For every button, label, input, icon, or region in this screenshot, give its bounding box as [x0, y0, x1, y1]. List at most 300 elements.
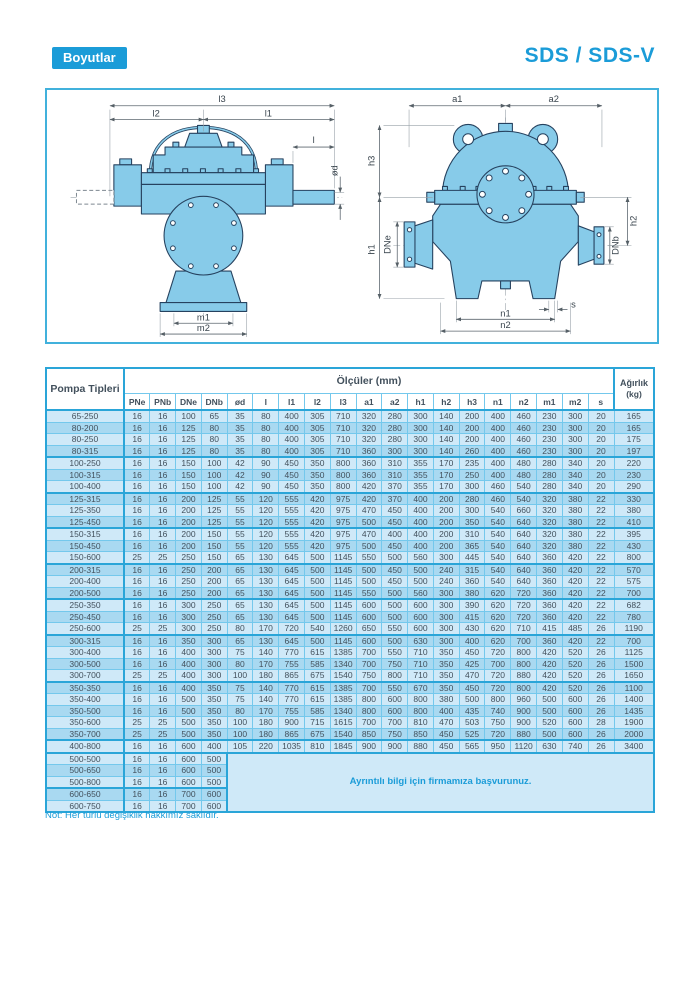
dim-cell: 500 — [537, 694, 563, 706]
dim-cell: 350 — [201, 717, 227, 729]
dim-cell: 125 — [176, 445, 202, 457]
dim-cell: 16 — [150, 788, 176, 800]
dim-cell: 700 — [176, 800, 202, 812]
dim-cell: 975 — [330, 540, 356, 552]
table-row — [46, 682, 654, 694]
dim-cell: 420 — [562, 576, 588, 588]
pump-type-cell: 80-250 — [46, 434, 124, 446]
dim-cell: 150 — [201, 528, 227, 540]
dim-cell: 16 — [150, 800, 176, 812]
dim-cell: 645 — [279, 635, 305, 647]
dim-cell: 140 — [433, 445, 459, 457]
dim-cell: 500 — [304, 587, 330, 599]
dim-cell: 55 — [227, 493, 253, 505]
dim-cell: 100 — [201, 457, 227, 469]
dim-cell: 1260 — [330, 623, 356, 635]
weight-cell: 1125 — [614, 647, 654, 659]
dim-cell: 300 — [433, 635, 459, 647]
dim-cell: 640 — [511, 540, 537, 552]
dim-cell: 500 — [382, 552, 408, 564]
dim-cell: 720 — [485, 670, 511, 682]
dim-cell: 350 — [304, 469, 330, 481]
dim-cell: 710 — [330, 434, 356, 446]
dim-cell: 120 — [253, 528, 279, 540]
dim-cell: 16 — [150, 540, 176, 552]
dim-cell: 360 — [537, 576, 563, 588]
dim-cell: 620 — [485, 599, 511, 611]
dim-cell: 540 — [485, 552, 511, 564]
dim-cell: 550 — [356, 587, 382, 599]
dim-cell: 710 — [408, 670, 434, 682]
dim-cell: 355 — [408, 457, 434, 469]
pump-type-cell: 80-315 — [46, 445, 124, 457]
dim-cell: 130 — [253, 611, 279, 623]
table-row — [46, 658, 654, 670]
dim-cell: 900 — [382, 740, 408, 753]
dim-cell: 350 — [201, 705, 227, 717]
table-row — [46, 505, 654, 517]
dim-cell: 600 — [562, 705, 588, 717]
dim-cell: 65 — [227, 611, 253, 623]
dim-cell: 25 — [150, 717, 176, 729]
dim-cell: 550 — [382, 647, 408, 659]
dim-cell: 300 — [433, 611, 459, 623]
dimensions-table-wrap — [45, 367, 655, 813]
weight-cell: 290 — [614, 481, 654, 493]
dim-cell: 525 — [459, 728, 485, 740]
dim-cell: 865 — [279, 670, 305, 682]
dim-cell: 900 — [356, 740, 382, 753]
dim-cell: 75 — [227, 694, 253, 706]
dim-cell: 500 — [356, 516, 382, 528]
weight-cell: 330 — [614, 493, 654, 505]
dim-cell: 280 — [382, 434, 408, 446]
dim-cell: 22 — [588, 611, 614, 623]
dim-cell: 670 — [408, 682, 434, 694]
dim-cell: 26 — [588, 694, 614, 706]
dim-cell: 150 — [201, 552, 227, 564]
dim-label-l2: l2 — [152, 108, 160, 119]
dim-cell: 200 — [201, 576, 227, 588]
dim-cell: 500 — [382, 635, 408, 647]
dim-cell: 16 — [124, 800, 150, 812]
dim-cell: 150 — [176, 481, 202, 493]
dim-cell: 450 — [382, 516, 408, 528]
dim-label-h2: h2 — [628, 215, 639, 227]
dim-cell: 450 — [279, 481, 305, 493]
dim-cell: 22 — [588, 528, 614, 540]
pump-type-cell: 600-750 — [46, 800, 124, 812]
dim-cell: 645 — [279, 587, 305, 599]
table-row — [46, 611, 654, 623]
dim-cell: 1145 — [330, 599, 356, 611]
dim-label-n2: n2 — [500, 320, 511, 331]
dim-cell: 65 — [227, 635, 253, 647]
dim-cell: 400 — [408, 516, 434, 528]
table-row — [46, 705, 654, 717]
dim-cell: 25 — [124, 728, 150, 740]
dim-cell: 170 — [433, 469, 459, 481]
dim-cell: 555 — [279, 516, 305, 528]
weight-cell: 1435 — [614, 705, 654, 717]
table-row — [46, 434, 654, 446]
dim-cell: 42 — [227, 481, 253, 493]
dim-cell: 700 — [176, 788, 202, 800]
dim-cell: 300 — [433, 587, 459, 599]
pump-type-cell: 150-600 — [46, 552, 124, 564]
table-row — [46, 623, 654, 635]
dim-cell: 25 — [124, 717, 150, 729]
dim-cell: 340 — [562, 481, 588, 493]
dim-cell: 1340 — [330, 658, 356, 670]
dim-label-dne: DNe — [382, 235, 393, 254]
notice-text: Ayrıntılı bilgi için firmamıza başvurunuz. — [227, 753, 654, 813]
dim-label-h1: h1 — [366, 244, 377, 255]
dim-cell: 710 — [330, 410, 356, 422]
dim-cell: 460 — [485, 493, 511, 505]
dim-cell: 1540 — [330, 670, 356, 682]
dim-cell: 16 — [150, 422, 176, 434]
dim-cell: 520 — [537, 717, 563, 729]
dim-cell: 250 — [176, 552, 202, 564]
dim-cell: 425 — [459, 658, 485, 670]
dim-cell: 220 — [253, 740, 279, 753]
dim-cell: 280 — [537, 457, 563, 469]
dim-cell: 26 — [588, 728, 614, 740]
dim-cell: 500 — [176, 694, 202, 706]
dim-label-l1: l1 — [264, 108, 273, 119]
dim-cell: 400 — [408, 540, 434, 552]
pump-type-cell: 350-500 — [46, 705, 124, 717]
dim-cell: 350 — [201, 694, 227, 706]
dim-cell: 1145 — [330, 611, 356, 623]
dim-cell: 710 — [330, 445, 356, 457]
dim-cell: 55 — [227, 505, 253, 517]
dim-cell: 800 — [511, 682, 537, 694]
dim-cell: 16 — [150, 505, 176, 517]
dim-cell: 80 — [253, 422, 279, 434]
pump-type-cell: 500-500 — [46, 753, 124, 765]
dim-cell: 280 — [537, 481, 563, 493]
dim-cell: 645 — [279, 564, 305, 576]
dim-cell: 450 — [433, 740, 459, 753]
dim-cell: 20 — [588, 434, 614, 446]
dim-cell: 80 — [253, 445, 279, 457]
dim-cell: 170 — [433, 481, 459, 493]
dim-cell: 305 — [304, 410, 330, 422]
dim-cell: 950 — [485, 740, 511, 753]
dim-cell: 100 — [227, 670, 253, 682]
dim-cell: 380 — [562, 505, 588, 517]
dim-cell: 750 — [382, 658, 408, 670]
dim-cell: 740 — [485, 705, 511, 717]
dim-cell: 130 — [253, 552, 279, 564]
product-title: SDS / SDS-V — [524, 44, 655, 67]
dim-cell: 350 — [433, 647, 459, 659]
dim-cell: 755 — [279, 658, 305, 670]
table-row — [46, 481, 654, 493]
dim-cell: 750 — [356, 670, 382, 682]
dim-cell: 645 — [279, 552, 305, 564]
dim-cell: 25 — [124, 552, 150, 564]
weight-cell: 2000 — [614, 728, 654, 740]
dim-cell: 200 — [433, 493, 459, 505]
dim-cell: 500 — [382, 587, 408, 599]
dim-cell: 420 — [562, 564, 588, 576]
dim-cell: 500 — [356, 540, 382, 552]
table-row — [46, 469, 654, 481]
dim-label-m2: m2 — [196, 323, 210, 334]
dim-cell: 26 — [588, 670, 614, 682]
dim-cell: 800 — [511, 658, 537, 670]
col-header-m2: m2 — [562, 394, 588, 411]
dim-label-od: ød — [329, 165, 340, 177]
dim-cell: 880 — [511, 670, 537, 682]
dim-cell: 22 — [588, 505, 614, 517]
dim-cell: 560 — [408, 587, 434, 599]
dim-cell: 16 — [124, 410, 150, 422]
dim-cell: 1145 — [330, 564, 356, 576]
dim-cell: 355 — [408, 469, 434, 481]
dim-cell: 710 — [330, 422, 356, 434]
dim-cell: 600 — [382, 705, 408, 717]
dim-cell: 550 — [382, 682, 408, 694]
weight-cell: 682 — [614, 599, 654, 611]
dim-cell: 120 — [253, 540, 279, 552]
dim-cell: 320 — [537, 540, 563, 552]
dim-cell: 400 — [408, 528, 434, 540]
dim-cell: 300 — [433, 552, 459, 564]
dim-cell: 90 — [253, 457, 279, 469]
dim-cell: 640 — [511, 552, 537, 564]
dim-cell: 16 — [150, 776, 176, 788]
dim-cell: 540 — [485, 576, 511, 588]
col-header-l: l — [253, 394, 279, 411]
dim-cell: 22 — [588, 599, 614, 611]
dim-cell: 35 — [227, 410, 253, 422]
table-row — [46, 670, 654, 682]
dim-cell: 20 — [588, 445, 614, 457]
pump-type-cell: 125-350 — [46, 505, 124, 517]
dim-cell: 16 — [150, 740, 176, 753]
dim-cell: 600 — [356, 599, 382, 611]
dim-cell: 300 — [201, 670, 227, 682]
dim-cell: 150 — [201, 540, 227, 552]
col-header-dnb: DNb — [201, 394, 227, 411]
dim-cell: 600 — [356, 611, 382, 623]
dim-cell: 600 — [408, 623, 434, 635]
dim-cell: 26 — [588, 682, 614, 694]
table-row — [46, 422, 654, 434]
dim-cell: 80 — [201, 434, 227, 446]
dim-cell: 645 — [279, 599, 305, 611]
dim-cell: 230 — [537, 422, 563, 434]
dim-cell: 16 — [124, 540, 150, 552]
dim-cell: 80 — [227, 623, 253, 635]
dim-cell: 300 — [408, 445, 434, 457]
table-head — [46, 368, 654, 410]
dim-cell: 700 — [356, 682, 382, 694]
dim-cell: 320 — [537, 516, 563, 528]
dim-cell: 555 — [279, 540, 305, 552]
dim-cell: 1120 — [511, 740, 537, 753]
dim-cell: 300 — [562, 410, 588, 422]
dim-cell: 320 — [537, 528, 563, 540]
dim-cell: 16 — [124, 434, 150, 446]
dim-cell: 500 — [176, 717, 202, 729]
dim-cell: 250 — [201, 599, 227, 611]
dim-label-m1: m1 — [196, 312, 210, 323]
dim-cell: 800 — [382, 670, 408, 682]
dim-cell: 500 — [201, 765, 227, 777]
dim-cell: 350 — [176, 635, 202, 647]
dim-cell: 710 — [408, 647, 434, 659]
dim-cell: 400 — [176, 670, 202, 682]
dim-cell: 550 — [356, 552, 382, 564]
dim-cell: 615 — [304, 694, 330, 706]
dim-cell: 200 — [176, 528, 202, 540]
dim-cell: 800 — [408, 705, 434, 717]
dim-cell: 200 — [459, 434, 485, 446]
col-header-h1: h1 — [408, 394, 434, 411]
col-header-l2: l2 — [304, 394, 330, 411]
dim-cell: 105 — [227, 740, 253, 753]
dim-cell: 430 — [459, 623, 485, 635]
dim-cell: 500 — [537, 728, 563, 740]
dim-cell: 865 — [279, 728, 305, 740]
dim-cell: 100 — [227, 717, 253, 729]
dim-cell: 770 — [279, 647, 305, 659]
table-row — [46, 457, 654, 469]
dim-cell: 700 — [511, 635, 537, 647]
dim-cell: 900 — [511, 717, 537, 729]
dim-cell: 850 — [356, 728, 382, 740]
dim-cell: 620 — [485, 623, 511, 635]
dim-cell: 25 — [150, 728, 176, 740]
dim-cell: 16 — [124, 599, 150, 611]
dim-cell: 230 — [537, 434, 563, 446]
weight-cell: 700 — [614, 587, 654, 599]
dim-cell: 450 — [382, 576, 408, 588]
dim-cell: 80 — [253, 410, 279, 422]
dim-cell: 230 — [537, 445, 563, 457]
dim-cell: 800 — [408, 694, 434, 706]
dim-cell: 310 — [382, 457, 408, 469]
dim-cell: 300 — [382, 445, 408, 457]
dim-cell: 415 — [459, 611, 485, 623]
dim-cell: 400 — [485, 422, 511, 434]
dim-cell: 500 — [356, 576, 382, 588]
dim-cell: 420 — [562, 552, 588, 564]
dim-cell: 360 — [537, 635, 563, 647]
dim-cell: 360 — [537, 611, 563, 623]
dim-cell: 140 — [433, 422, 459, 434]
dim-cell: 710 — [408, 658, 434, 670]
dim-cell: 320 — [356, 434, 382, 446]
dim-cell: 400 — [408, 493, 434, 505]
dim-cell: 130 — [253, 564, 279, 576]
dim-cell: 25 — [124, 670, 150, 682]
dim-cell: 140 — [253, 694, 279, 706]
dim-cell: 400 — [485, 469, 511, 481]
dim-cell: 16 — [150, 445, 176, 457]
dim-cell: 65 — [227, 564, 253, 576]
dim-cell: 800 — [330, 481, 356, 493]
dim-cell: 400 — [279, 434, 305, 446]
dim-cell: 300 — [562, 434, 588, 446]
dim-cell: 22 — [588, 576, 614, 588]
dim-cell: 360 — [356, 445, 382, 457]
dim-cell: 22 — [588, 516, 614, 528]
pump-type-cell: 100-400 — [46, 481, 124, 493]
dim-cell: 25 — [150, 552, 176, 564]
dim-cell: 16 — [124, 576, 150, 588]
dim-cell: 540 — [485, 505, 511, 517]
pump-type-cell: 80-200 — [46, 422, 124, 434]
col-header-ød: ød — [227, 394, 253, 411]
dim-cell: 500 — [304, 576, 330, 588]
dim-cell: 500 — [408, 576, 434, 588]
dim-cell: 500 — [201, 776, 227, 788]
dim-cell: 16 — [150, 528, 176, 540]
pump-type-cell: 125-315 — [46, 493, 124, 505]
dim-cell: 130 — [253, 635, 279, 647]
dim-cell: 500 — [304, 552, 330, 564]
table-row — [46, 445, 654, 457]
dim-cell: 350 — [433, 682, 459, 694]
dim-cell: 16 — [150, 694, 176, 706]
dim-cell: 600 — [201, 800, 227, 812]
dim-cell: 620 — [485, 587, 511, 599]
dim-cell: 75 — [227, 647, 253, 659]
table-row — [46, 564, 654, 576]
dim-cell: 770 — [279, 694, 305, 706]
pump-type-cell: 350-350 — [46, 682, 124, 694]
dim-cell: 800 — [330, 469, 356, 481]
dim-cell: 300 — [201, 647, 227, 659]
dim-cell: 470 — [433, 717, 459, 729]
dim-cell: 360 — [459, 576, 485, 588]
dim-cell: 16 — [150, 481, 176, 493]
dim-cell: 300 — [408, 434, 434, 446]
pump-type-cell: 125-450 — [46, 516, 124, 528]
dim-cell: 320 — [537, 505, 563, 517]
weight-header: Ağırlık (kg) — [614, 368, 654, 410]
dim-cell: 250 — [201, 611, 227, 623]
dim-cell: 420 — [562, 611, 588, 623]
pump-type-cell: 100-315 — [46, 469, 124, 481]
dim-cell: 200 — [201, 564, 227, 576]
dim-cell: 250 — [459, 469, 485, 481]
dim-cell: 480 — [511, 457, 537, 469]
dim-cell: 22 — [588, 552, 614, 564]
weight-cell: 430 — [614, 540, 654, 552]
dim-cell: 770 — [279, 682, 305, 694]
dim-cell: 645 — [279, 576, 305, 588]
dim-cell: 300 — [201, 635, 227, 647]
dim-cell: 400 — [408, 505, 434, 517]
dim-cell: 640 — [511, 564, 537, 576]
dim-cell: 700 — [382, 717, 408, 729]
dim-cell: 500 — [304, 635, 330, 647]
weight-cell: 780 — [614, 611, 654, 623]
dim-cell: 720 — [511, 587, 537, 599]
dim-cell: 1145 — [330, 635, 356, 647]
dim-cell: 720 — [511, 599, 537, 611]
dim-cell: 445 — [459, 552, 485, 564]
dim-cell: 420 — [304, 493, 330, 505]
dim-cell: 150 — [176, 457, 202, 469]
